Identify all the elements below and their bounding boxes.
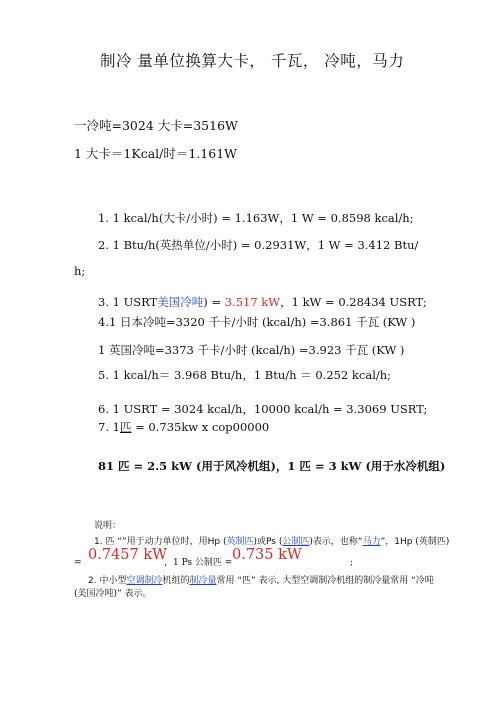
note-2-continuation: (美国冷吨)” 表示。	[74, 589, 152, 599]
note-1-horsepower: 马力	[362, 537, 381, 547]
item-3-us-ton: 美国冷吨	[157, 295, 204, 309]
note-2-e: 常用 “匹” 表示, 大型空调制冷机组的制冷量常用 “冷吨	[216, 576, 434, 586]
note-2	[88, 577, 434, 586]
intro-line-1: 一冷吨=3024 大卡=3516W	[74, 118, 238, 133]
notes-label: 说明：	[94, 521, 122, 531]
intro-line-2: 1 大卡＝1Kcal/时＝1.161W	[74, 146, 238, 161]
item-5: 5. 1 kcal/h＝ 3.968 Btu/h，1 Btu/h ＝ 0.252 kcal/h;	[98, 368, 392, 382]
item-4-uk: 1 英国冷吨=3373 千卡/小时 (kcal/h) =3.923 千瓦 (KW )	[98, 343, 405, 357]
note-1-a: 1. 匹 “”用于动力单位时，用Hp (	[94, 537, 227, 547]
note-1-equals: =	[74, 558, 82, 568]
item-3-value: 3.517 kW	[224, 295, 281, 309]
note-1-imperial-hp: 英制匹	[226, 537, 254, 547]
note-1	[94, 538, 449, 547]
item-7-suffix: = 0.735kw x cop00000	[131, 420, 270, 434]
item-6: 6. 1 USRT = 3024 kcal/h，10000 kcal/h = 3.3069 USRT;	[98, 402, 428, 416]
note-2-c: 机组的	[162, 576, 190, 586]
item-3	[98, 297, 427, 309]
note-1-i: )	[445, 537, 450, 547]
note-1-g: ”，1Hp (	[380, 537, 419, 547]
item-4: 4.1 日本冷吨=3320 千卡/小时 (kcal/h) =3.861 千瓦 (KW )	[98, 315, 416, 329]
note-2-ac-link: 空调制冷	[126, 576, 163, 586]
item-8: 81 匹 = 2.5 kW (用于风冷机组)，1 匹 = 3 kW (用于水冷机组)	[98, 459, 446, 473]
note-1-end: ;	[350, 558, 354, 568]
note-2-capacity-link: 制冷量	[189, 576, 217, 586]
item-7-pi: 匹	[119, 420, 132, 434]
note-1-hp-value: 0.7457 kW	[88, 547, 168, 563]
note-1-c: )或Ps (	[253, 537, 283, 547]
item-3-suffix: ，1 kW = 0.28434 USRT;	[280, 295, 427, 309]
note-1-metric-hp: 公制匹	[282, 537, 310, 547]
item-2: 2. 1 Btu/h(英热单位/小时) = 0.2931W，1 W = 3.412 Btu/	[98, 238, 419, 252]
note-1-h: 英制匹	[418, 537, 446, 547]
note-2-a: 2. 中小型	[88, 576, 127, 586]
note-1-ps-text: ，1 Ps 公制匹 =	[164, 558, 233, 568]
item-2-continuation: h;	[74, 264, 86, 278]
item-3-mid: ) =	[203, 295, 225, 309]
note-1-ps-value: 0.735 kW	[232, 547, 302, 563]
item-7	[98, 422, 269, 434]
page-title: 制冷 量单位换算大卡， 千瓦， 冷吨，马力	[100, 52, 405, 70]
item-7-prefix: 7. 1	[98, 420, 120, 434]
note-1-e: )表示，也称“	[309, 537, 363, 547]
item-3-prefix: 3. 1 USRT	[98, 295, 158, 309]
item-1: 1. 1 kcal/h(大卡/小时) = 1.163W，1 W = 0.8598 kcal/h;	[98, 211, 414, 225]
